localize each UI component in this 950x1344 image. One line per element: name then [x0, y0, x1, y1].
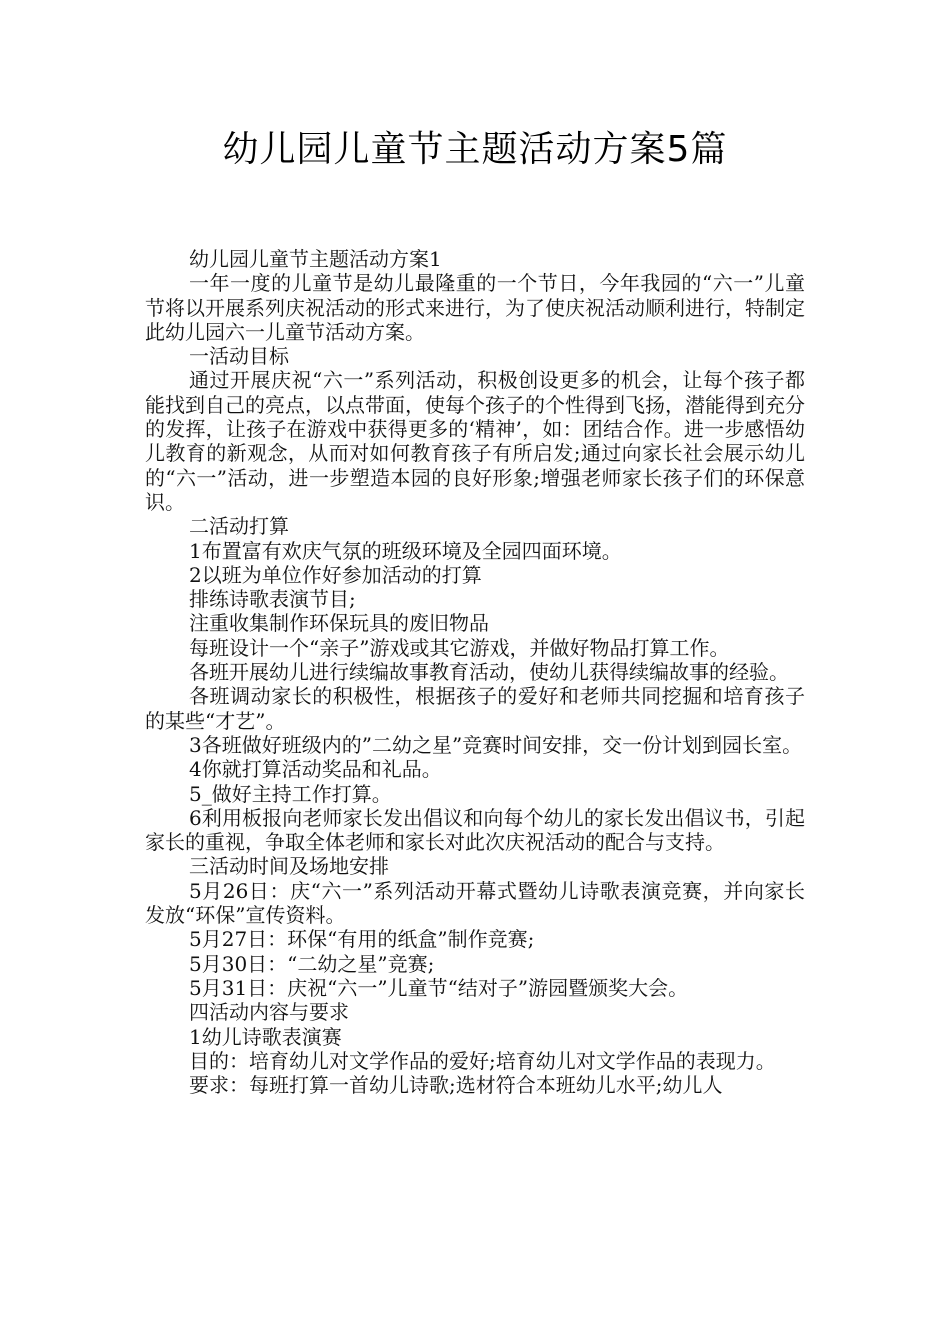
document-title: 幼儿园儿童节主题活动方案5篇 [222, 129, 728, 170]
paragraph-plan-3: 3各班做好班级内的”二幼之星”竞赛时间安排，交一份计划到园长室。 [189, 732, 803, 757]
paragraph-heading-schedule: 三活动时间及场地安排 [189, 854, 389, 879]
paragraph-schedule-0531: 5月31日：庆祝“六一”儿童节“结对子”游园暨颁奖大会。 [189, 975, 689, 1000]
paragraph-plan-2a: 排练诗歌表演节目; [189, 587, 356, 612]
paragraph-plan-4: 4你就打算活动奖品和礼品。 [189, 757, 442, 782]
paragraph-plan-2: 2以班为单位作好参加活动的打算 [189, 562, 482, 587]
paragraph-plan-2c: 每班设计一个“亲子”游戏或其它游戏，并做好物品打算工作。 [189, 635, 730, 660]
paragraph-schedule-0530: 5月30日：“二幼之星”竞赛; [189, 951, 435, 976]
paragraph-heading-goals: 一活动目标 [189, 344, 289, 369]
paragraph-plan-2d: 各班开展幼儿进行续编故事教育活动，使幼儿获得续编故事的经验。 [189, 660, 789, 685]
paragraph-plan-5: 5_做好主持工作打算。 [189, 781, 392, 806]
paragraph-plan-1: 1布置富有欢庆气氛的班级环境及全园四面环境。 [189, 538, 622, 563]
paragraph-schedule-0526: 5月26日：庆“六一”系列活动开幕式暨幼儿诗歌表演竞赛，并向家长发放“环保”宣传资料。 [145, 878, 805, 928]
paragraph-intro: 一年一度的儿童节是幼儿最隆重的一个节日，今年我园的“六一”儿童节将以开展系列庆祝活动的形式来进行，为了使庆祝活动顺利进行，特制定此幼儿园六一儿童节活动方案。 [145, 271, 805, 344]
paragraph-plan-2b: 注重收集制作环保玩具的废旧物品 [189, 611, 489, 636]
paragraph-goals: 通过开展庆祝“六一”系列活动，积极创设更多的机会，让每个孩子都能找到自己的亮点，以点带面，使每个孩子的个性得到飞扬，潜能得到充分的发挥，让孩子在游戏中获得更多的‘精神’，如：团结合作。进一步感悟幼儿教育的新观念，从而对如何教育孩子有所启发;通过向家长社会展示幼儿的“六一”活动，进一步塑造本园的良好形象;增强老师家长孩子们的环保意识。 [145, 368, 805, 514]
paragraph-section-heading: 幼儿园儿童节主题活动方案1 [189, 247, 442, 271]
paragraph-plan-6: 6利用板报向老师家长发出倡议和向每个幼儿的家长发出倡议书，引起家长的重视，争取全体老师和家长对此次庆祝活动的配合与支持。 [145, 805, 805, 855]
paragraph-heading-content: 四活动内容与要求 [189, 1000, 349, 1025]
paragraph-plan-2e: 各班调动家长的积极性，根据孩子的爱好和老师共同挖掘和培育孩子的某些“才艺”。 [145, 684, 805, 733]
paragraph-content-requirements: 要求：每班打算一首幼儿诗歌;选材符合本班幼儿水平;幼儿人 [189, 1073, 723, 1098]
paragraph-schedule-0527: 5月27日：环保“有用的纸盒”制作竞赛; [189, 927, 535, 952]
paragraph-content-purpose: 目的：培育幼儿对文学作品的爱好;培育幼儿对文学作品的表现力。 [189, 1048, 776, 1073]
document-body [145, 247, 805, 1097]
paragraph-heading-plan: 二活动打算 [189, 514, 289, 539]
paragraph-content-1: 1幼儿诗歌表演赛 [189, 1024, 342, 1049]
